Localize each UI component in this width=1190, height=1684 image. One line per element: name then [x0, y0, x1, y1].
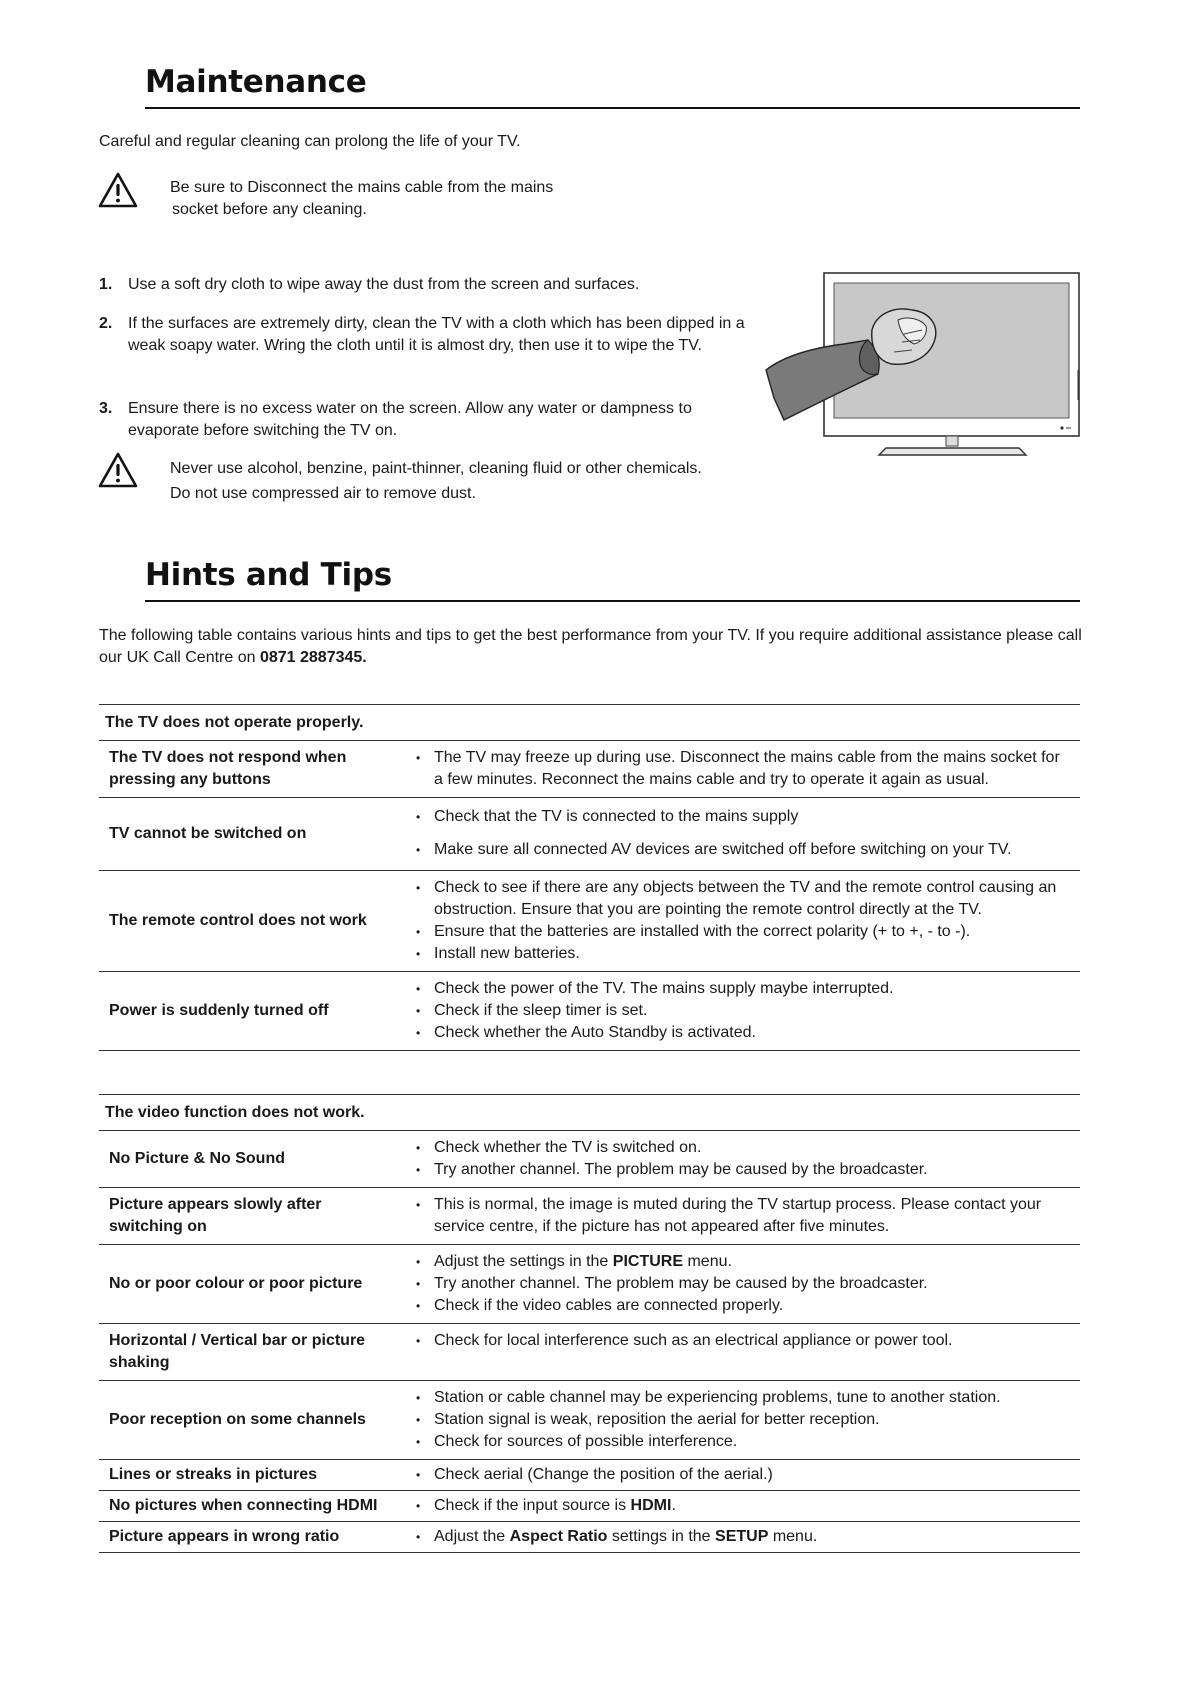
- table-row: [99, 1324, 1080, 1381]
- step-text: Ensure there is no excess water on the screen. Allow any water or dampness to evaporate before switching the TV on.: [128, 400, 692, 439]
- tips-cell: [400, 1131, 1080, 1188]
- maintenance-title-rule: [145, 107, 1080, 109]
- tips-cell: [400, 1522, 1080, 1553]
- tip-item: [414, 1251, 1072, 1273]
- tip-item: • Check the power of the TV. The mains supply maybe interrupted.: [414, 978, 1072, 1000]
- setup-menu-label: SETUP: [715, 1528, 769, 1545]
- problem-cell: Horizontal / Vertical bar or picture shaking: [99, 1324, 400, 1381]
- problem-cell: Picture appears slowly after switching on: [99, 1188, 400, 1245]
- tip-item: • Check if the video cables are connected properly.: [414, 1295, 1072, 1317]
- step-number: 2.: [99, 315, 113, 332]
- tips-cell: [400, 972, 1080, 1051]
- tip-item: [414, 1526, 1072, 1548]
- tip-item: • Try another channel. The problem may be caused by the broadcaster.: [414, 1159, 1072, 1181]
- tip-item: • Make sure all connected AV devices are switched off before switching on your TV.: [414, 839, 1072, 861]
- maintenance-title: Maintenance: [145, 64, 367, 100]
- problem-cell: The TV does not respond when pressing any buttons: [99, 741, 400, 798]
- hints-title: Hints and Tips: [145, 557, 392, 593]
- tip-item: • Try another channel. The problem may be caused by the broadcaster.: [414, 1273, 1072, 1295]
- tips-cell: [400, 1324, 1080, 1381]
- picture-menu-label: PICTURE: [612, 1253, 684, 1270]
- tip-text: Check if the input source is: [434, 1497, 631, 1514]
- problem-cell: No or poor colour or poor picture: [99, 1245, 400, 1324]
- table-row: [99, 1131, 1080, 1188]
- tips-cell: [400, 1381, 1080, 1460]
- tip-item: • Check whether the Auto Standby is activated.: [414, 1022, 1072, 1044]
- table-row: [99, 1188, 1080, 1245]
- tip-item: • This is normal, the image is muted during the TV startup process. Please contact your service centre, if the picture has not appeared after five minutes.: [414, 1194, 1072, 1238]
- hints-table-operation: [99, 704, 1080, 1051]
- hints-title-rule: [145, 600, 1080, 602]
- step-text: If the surfaces are extremely dirty, clean the TV with a cloth which has been dipped in a weak soapy water. Wring the cloth until it is almost dry, then use it to wipe the TV.: [128, 315, 745, 354]
- tips-table: [99, 1094, 1080, 1553]
- tip-item: • Check if the sleep timer is set.: [414, 1000, 1072, 1022]
- tv-cleaning-illustration: [764, 270, 1084, 460]
- tips-cell: [400, 1460, 1080, 1491]
- problem-cell: Lines or streaks in pictures: [99, 1460, 400, 1491]
- tips-cell: [400, 871, 1080, 972]
- warning-icon: [97, 171, 139, 209]
- tip-item: [414, 1495, 1072, 1517]
- tip-item: • Ensure that the batteries are installed with the correct polarity (+ to +, - to -).: [414, 921, 1072, 943]
- tip-item: • Check aerial (Change the position of the aerial.): [414, 1464, 1072, 1486]
- problem-cell: Poor reception on some channels: [99, 1381, 400, 1460]
- tips-cell: [400, 1245, 1080, 1324]
- tips-cell: [400, 741, 1080, 798]
- table-section-header: The video function does not work.: [99, 1095, 1080, 1131]
- tip-item: • Check for sources of possible interference.: [414, 1431, 1072, 1453]
- hdmi-label: HDMI: [630, 1497, 672, 1514]
- tips-cell: [400, 1491, 1080, 1522]
- table-row: [99, 1491, 1080, 1522]
- tip-text: Adjust the settings in the: [434, 1253, 613, 1270]
- problem-cell: No pictures when connecting HDMI: [99, 1491, 400, 1522]
- tip-item: • Station or cable channel may be experiencing problems, tune to another station.: [414, 1387, 1072, 1409]
- tip-item: • Check to see if there are any objects between the TV and the remote control causing an obstruction. Ensure that you are pointing the remote control directly at the TV.: [414, 877, 1072, 921]
- tip-text: menu.: [683, 1253, 732, 1270]
- tip-text: menu.: [768, 1528, 818, 1545]
- warning-disconnect-line2: socket before any cleaning.: [172, 201, 367, 218]
- problem-cell: TV cannot be switched on: [99, 798, 400, 871]
- problem-cell: Power is suddenly turned off: [99, 972, 400, 1051]
- step-1: [99, 274, 749, 296]
- table-row: [99, 1381, 1080, 1460]
- table-row: [99, 1522, 1080, 1553]
- table-row: [99, 1460, 1080, 1491]
- hints-table-video: [99, 1094, 1080, 1553]
- step-3: [99, 398, 749, 442]
- step-number: 3.: [99, 400, 113, 417]
- tip-text: settings in the: [607, 1528, 716, 1545]
- table-row: [99, 972, 1080, 1051]
- problem-cell: No Picture & No Sound: [99, 1131, 400, 1188]
- tip-item: • Install new batteries.: [414, 943, 1072, 965]
- table-row: [99, 1245, 1080, 1324]
- step-text: Use a soft dry cloth to wipe away the dust from the screen and surfaces.: [128, 276, 640, 293]
- table-section-header: The TV does not operate properly.: [99, 705, 1080, 741]
- table-row: [99, 741, 1080, 798]
- table-row: [99, 798, 1080, 871]
- hints-intro-text: The following table contains various hints and tips to get the best performance from your TV. If you require additional assistance please call our UK Call Centre on: [99, 627, 1082, 666]
- tip-item: • Check whether the TV is switched on.: [414, 1137, 1072, 1159]
- warning-disconnect-line1: Be sure to Disconnect the mains cable from the mains: [170, 179, 554, 196]
- warning-chemicals-line1: Never use alcohol, benzine, paint-thinner, cleaning fluid or other chemicals.: [170, 460, 702, 477]
- step-2: [99, 313, 759, 357]
- maintenance-intro: Careful and regular cleaning can prolong the life of your TV.: [99, 133, 521, 150]
- tips-cell: [400, 798, 1080, 871]
- tip-text: Adjust the: [434, 1528, 510, 1545]
- hints-intro: [99, 625, 1084, 669]
- tip-item: • Check for local interference such as an electrical appliance or power tool.: [414, 1330, 1072, 1352]
- warning-chemicals-line2: Do not use compressed air to remove dust.: [170, 485, 476, 502]
- problem-cell: The remote control does not work: [99, 871, 400, 972]
- tip-item: • The TV may freeze up during use. Disconnect the mains cable from the mains socket for a few minutes. Reconnect the mains cable and try to operate it again as usual.: [414, 747, 1072, 791]
- warning-icon: [97, 451, 139, 489]
- tip-item: • Check that the TV is connected to the mains supply: [414, 806, 1072, 828]
- aspect-ratio-label: Aspect Ratio: [509, 1528, 608, 1545]
- tip-text: .: [671, 1497, 676, 1514]
- table-row: [99, 871, 1080, 972]
- problem-cell: Picture appears in wrong ratio: [99, 1522, 400, 1553]
- tips-table: [99, 704, 1080, 1051]
- tips-cell: [400, 1188, 1080, 1245]
- call-centre-phone: 0871 2887345.: [259, 649, 367, 666]
- tip-item: • Station signal is weak, reposition the aerial for better reception.: [414, 1409, 1072, 1431]
- step-number: 1.: [99, 276, 113, 293]
